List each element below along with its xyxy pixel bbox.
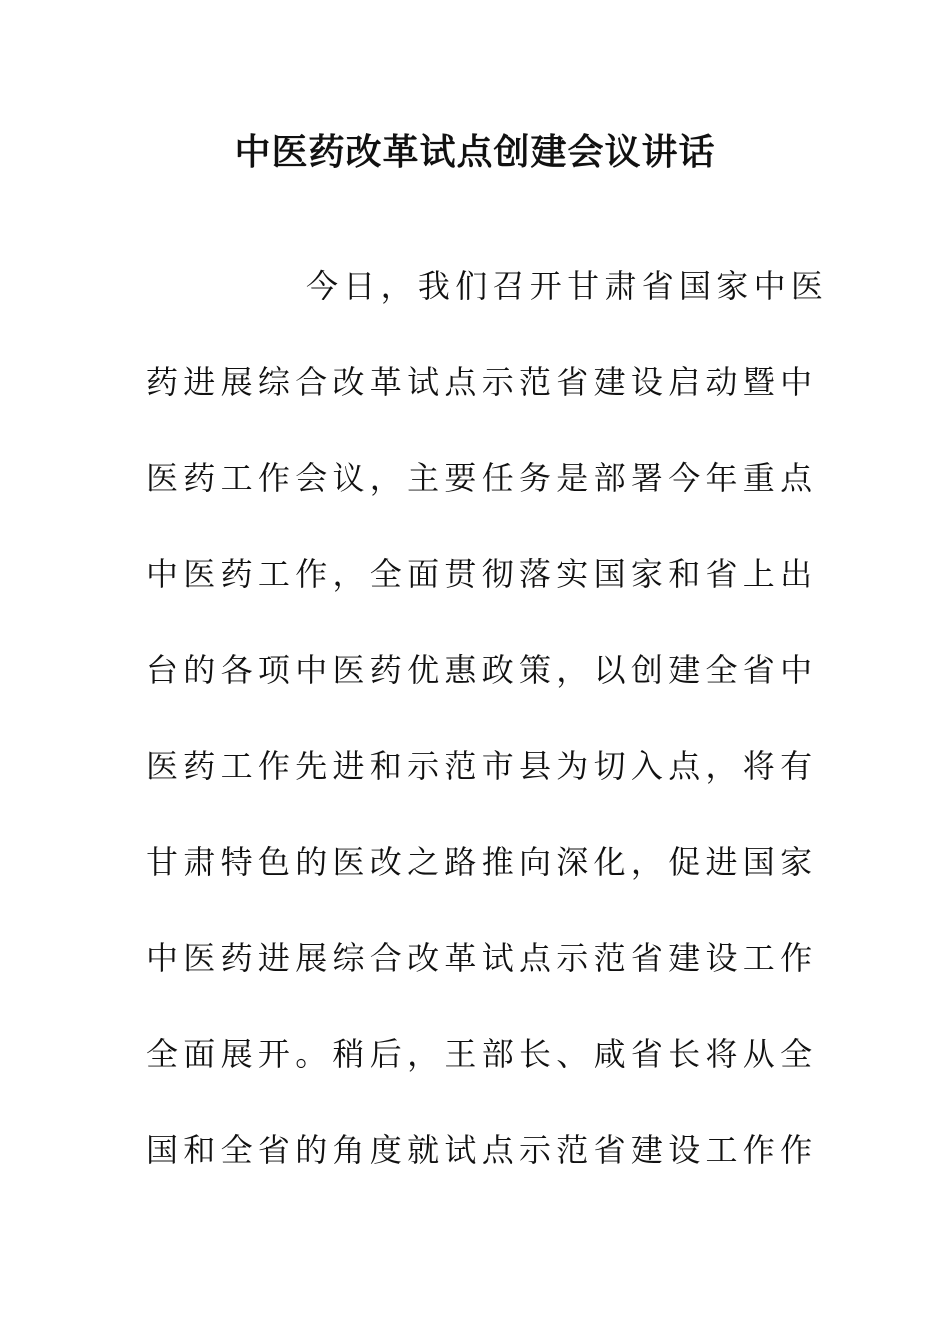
body-line: 医药工作会议，主要任务是部署今年重点	[146, 459, 818, 497]
body-line: 国和全省的角度就试点示范省建设工作作	[146, 1131, 818, 1169]
body-line: 医药工作先进和示范市县为切入点，将有	[146, 747, 818, 785]
document-title: 中医药改革试点创建会议讲话	[234, 131, 716, 173]
document-body	[146, 262, 829, 1222]
body-line: 中医药进展综合改革试点示范省建设工作	[146, 939, 818, 977]
body-line: 中医药工作，全面贯彻落实国家和省上出	[146, 555, 818, 593]
body-line: 台的各项中医药优惠政策，以创建全省中	[146, 651, 818, 689]
body-line: 药进展综合改革试点示范省建设启动暨中	[146, 363, 818, 401]
body-line: 全面展开。稍后，王部长、咸省长将从全	[146, 1035, 818, 1073]
body-line: 甘肃特色的医改之路推向深化，促进国家	[146, 843, 818, 881]
body-line: 今日，我们召开甘肃省国家中医	[306, 267, 829, 305]
